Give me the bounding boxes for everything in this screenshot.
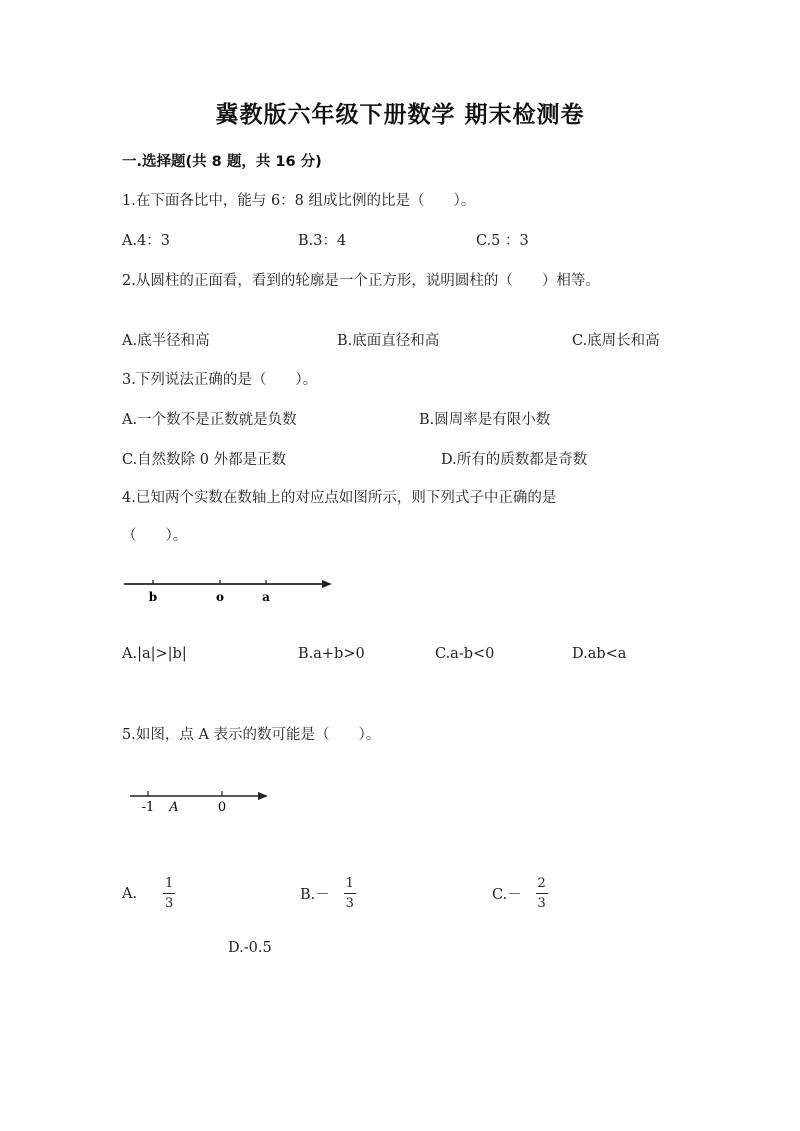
q2-option-c: C.底周长和高 [572,333,660,349]
q3-option-d: D.所有的质数都是奇数 [441,452,588,468]
numerator: 1 [345,876,354,891]
fraction-bar [163,893,175,894]
q4-option-d: D.ab<a [572,646,627,662]
q1-option-b: B.3：4 [298,233,347,249]
q3-option-c: C.自然数除 0 外都是正数 [122,452,287,468]
number-line-figure-5 [124,786,274,814]
label-b: b [148,590,158,604]
label-o: o [215,590,225,604]
denominator: 3 [164,896,174,911]
fraction-bar [344,893,356,894]
label-a: a [262,590,270,604]
q5-option-b-prefix: B.－ [300,887,330,903]
q5-option-d: D.-0.5 [228,940,272,956]
question-4-stem: 4.已知两个实数在数轴上的对应点如图所示，则下列式子中正确的是 [122,490,557,506]
q1-option-a: A.4：3 [122,233,171,249]
question-1-stem: 1.在下面各比中，能与 6：8 组成比例的比是（ ）。 [122,193,476,209]
q5-option-a [122,876,175,911]
q5-option-a-prefix: A. [122,885,138,902]
fraction [163,876,175,911]
q4-option-c: C.a-b<0 [435,646,495,662]
arrow-icon [258,792,268,800]
question-3-stem: 3.下列说法正确的是（ ）。 [122,372,318,388]
label-point-a: A [169,800,179,814]
q2-option-a: A.底半径和高 [122,333,210,349]
q5-option-c-prefix: C.－ [492,887,522,903]
q4-option-a: A.|a|>|b| [122,646,187,662]
denominator: 3 [537,896,546,911]
fraction-bar [536,893,548,894]
arrow-icon [322,580,332,588]
denominator: 3 [345,896,354,911]
section-heading: 一.选择题(共 8 题，共 16 分) [122,154,322,170]
question-2-stem: 2.从圆柱的正面看，看到的轮廓是一个正方形，说明圆柱的（ ）相等。 [122,273,600,289]
question-4-stem-cont: （ ）。 [122,528,188,544]
numerator: 1 [164,876,174,891]
question-5-stem: 5.如图，点 A 表示的数可能是（ ）。 [122,727,381,743]
q4-option-b: B.a+b>0 [298,646,365,662]
q1-option-c: C.5 ：3 [476,233,529,249]
fraction [536,876,548,911]
fraction [344,876,356,911]
label-zero: 0 [217,800,227,814]
q3-option-a: A.一个数不是正数就是负数 [122,412,297,428]
numerator: 2 [537,876,546,891]
q5-option-b [300,876,356,911]
label-minus-one: -1 [141,800,155,814]
page-title: 冀教版六年级下册数学 期末检测卷 [215,102,585,128]
q5-option-c [492,876,548,911]
q2-option-b: B.底面直径和高 [337,333,440,349]
q3-option-b: B.圆周率是有限小数 [419,412,551,428]
number-line-figure-4 [120,574,340,606]
